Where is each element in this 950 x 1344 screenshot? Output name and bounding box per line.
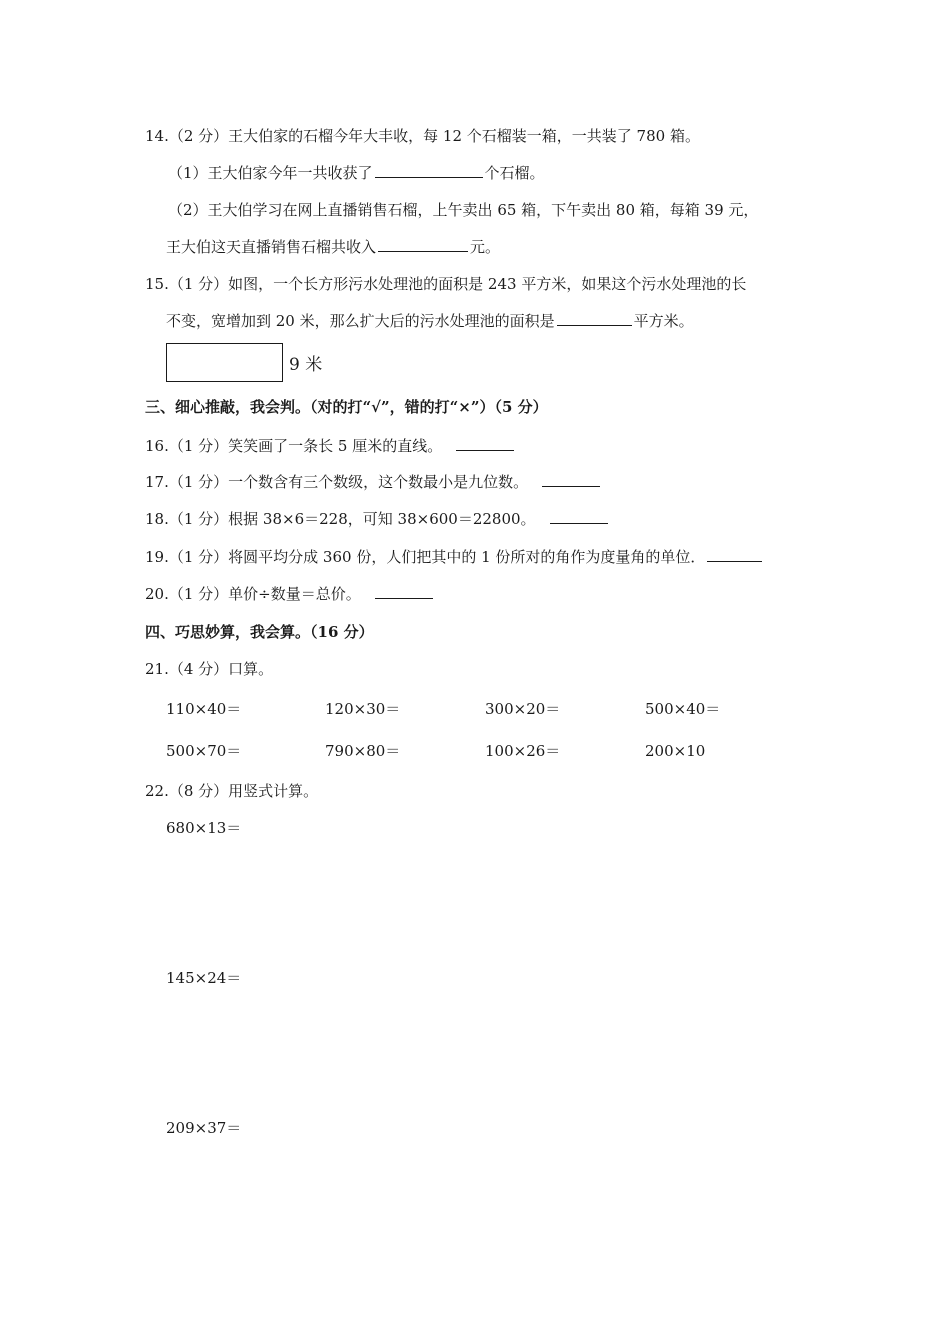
q14-part1-suffix: 个石榴。 <box>484 164 545 182</box>
judge-item-20 <box>145 584 435 604</box>
judge-answer-blank[interactable] <box>707 547 762 562</box>
oral-calc-item: 790×80＝ <box>325 742 401 760</box>
q15-line2-text: 不变，宽增加到 20 米，那么扩大后的污水处理池的面积是 <box>166 312 555 330</box>
judge-item-text: 17.（1 分）一个数含有三个数级，这个数最小是九位数。 <box>145 473 529 491</box>
judge-item-16 <box>145 436 516 456</box>
q14-stem: 14.（2 分）王大伯家的石榴今年大丰收，每 12 个石榴装一箱，一共装了 780 箱。 <box>145 127 700 145</box>
judge-answer-blank[interactable] <box>375 584 433 599</box>
judge-item-text: 20.（1 分）单价÷数量＝总价。 <box>145 585 361 603</box>
q15-rectangle-figure <box>166 343 283 382</box>
q22-stem: 22.（8 分）用竖式计算。 <box>145 782 319 800</box>
vertical-calc-item: 680×13＝ <box>166 819 242 837</box>
oral-calc-item: 300×20＝ <box>485 700 561 718</box>
q14-part2-answer-blank[interactable] <box>378 237 468 252</box>
q14-part2-suffix: 元。 <box>470 238 501 256</box>
q15-line1: 15.（1 分）如图，一个长方形污水处理池的面积是 243 平方米，如果这个污水处理池的长 <box>145 275 747 293</box>
q15-answer-blank[interactable] <box>557 311 632 326</box>
judge-item-18 <box>145 509 610 529</box>
oral-calc-item: 110×40＝ <box>166 700 242 718</box>
judge-item-19 <box>145 547 764 567</box>
q14-part1-answer-blank[interactable] <box>375 163 483 178</box>
q14-part1-text: （1）王大伯家今年一共收获了 <box>168 164 373 182</box>
q21-stem: 21.（4 分）口算。 <box>145 660 274 678</box>
judge-item-17 <box>145 472 602 492</box>
oral-calc-item: 500×40＝ <box>645 700 721 718</box>
judge-answer-blank[interactable] <box>550 509 608 524</box>
section4-title: 四、巧思妙算，我会算。（16 分） <box>145 623 374 641</box>
judge-item-text: 18.（1 分）根据 38×6＝228，可知 38×600＝22800。 <box>145 510 536 528</box>
judge-item-text: 19.（1 分）将圆平均分成 360 份，人们把其中的 1 份所对的角作为度量角的单位． <box>145 548 706 566</box>
judge-answer-blank[interactable] <box>456 436 514 451</box>
q14-part2-line1: （2）王大伯学习在网上直播销售石榴，上午卖出 65 箱，下午卖出 80 箱，每箱 39 元， <box>168 201 759 219</box>
q14-part2-text: 王大伯这天直播销售石榴共收入 <box>166 238 377 256</box>
oral-calc-item: 500×70＝ <box>166 742 242 760</box>
q15-line2 <box>166 311 694 331</box>
q15-figure-width-label: 9 米 <box>289 355 323 375</box>
oral-calc-item: 100×26＝ <box>485 742 561 760</box>
judge-item-text: 16.（1 分）笑笑画了一条长 5 厘米的直线。 <box>145 437 443 455</box>
section3-title: 三、细心推敲，我会判。（对的打“√”，错的打“×”）（5 分） <box>145 398 548 416</box>
vertical-calc-item: 145×24＝ <box>166 969 242 987</box>
q15-line2-suffix: 平方米。 <box>633 312 694 330</box>
q14-part2-line2 <box>166 237 500 257</box>
oral-calc-item: 120×30＝ <box>325 700 401 718</box>
judge-answer-blank[interactable] <box>542 472 600 487</box>
vertical-calc-item: 209×37＝ <box>166 1119 242 1137</box>
oral-calc-item: 200×10 <box>645 742 706 760</box>
q14-part1 <box>168 163 545 183</box>
